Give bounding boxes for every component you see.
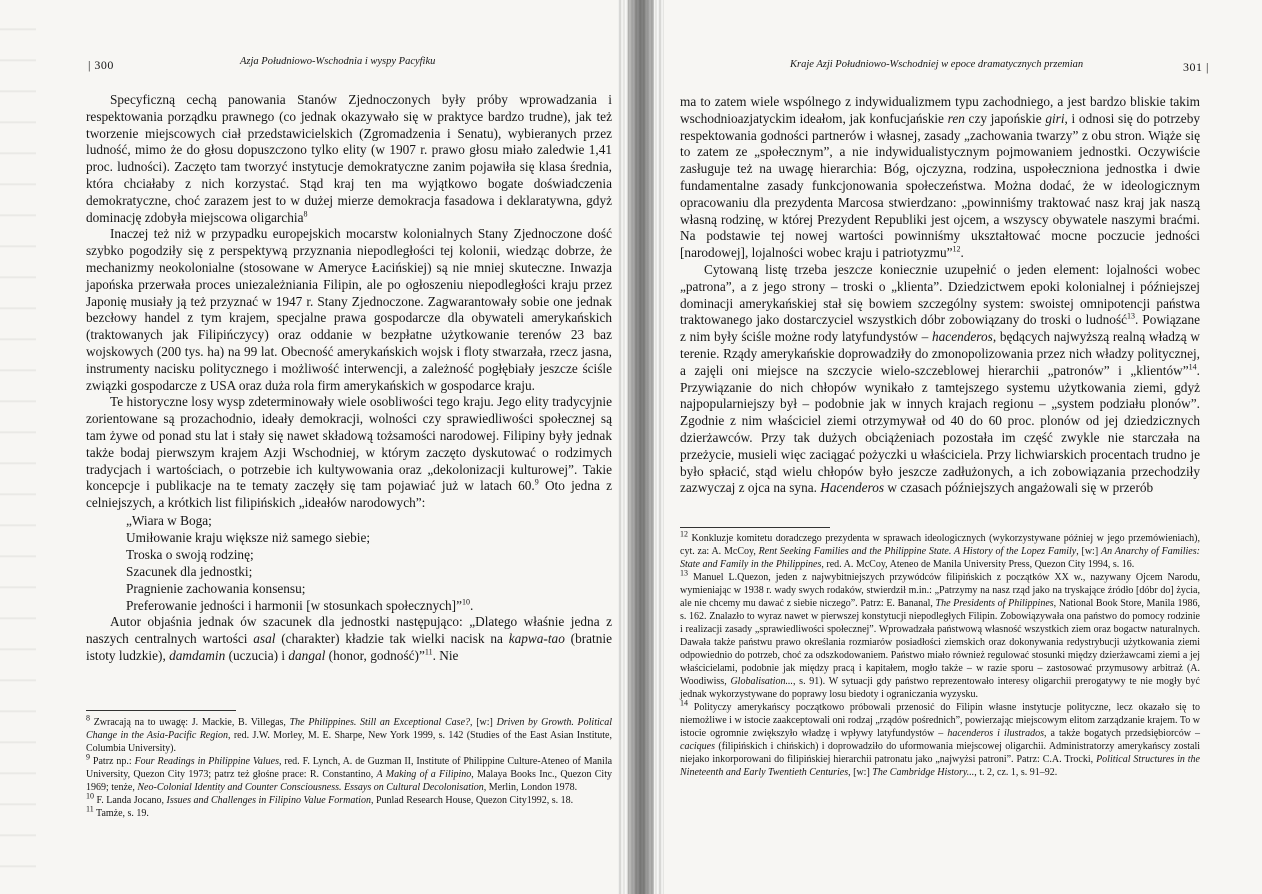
footnote-12: $^{12}$ Konkluzje komitetu doradczego prezydenta w sprawach ideologicznych (wykorzystywane później w jego przemówieniach), cyt. za: A. McCoy, Rent Seeking Families and the Philippine State. A History of the Lopez Family, [w:] An Anarchy of Families: State and Family in the Philippines, red. A. McCoy, Ateneo de Manila University Press, Quezon City 1994, s. 16. xyxy=(680,529,1201,570)
gutter-shadow xyxy=(628,0,654,894)
footnote-14: $^{14}$ Polityczy amerykańscy początkowo próbowali przenosić do Filipin własne instytucje polityczne, lecz okazało się to niemożliwe i w istocie zaakceptowali oni rodzaj „rządów pośrednich”, powierzając miejscowym elitom zarządzanie krajem. To w istocie ogromnie zwiększyło władzę i wpływy latyfundystów – hacenderos i ilustrados, a także bogatych przedsiębiorców – caciques (filipińskich i chińskich) i doprowadziło do uformowania miejscowej oligarchii. Administratorzy amerykańscy zostali niejako inkorporowani do filipińskiej hierarchii patronatu jako „najwyżsi patroni”. Patrz: C.A. Trocki, Political Structures in the Nineteenth and Early Twentieth Centuries, [w:] The Cambridge History..., t. 2, cz. 1, s. 91–92. xyxy=(680,698,1201,778)
footnote-13: $^{13}$ Manuel L.Quezon, jeden z najwybitniejszych przywódców filipińskich z początków XX w., nazywany Ojcem Narodu, wymieniając w 1938 r. wady swych rodaków, stwierdził m.in.: „Patrzymy na nasz rząd jako na tryskające źródło [dóbr do] życia, ale nie chcemy mu dawać z siebie niczego”. Patrz: E. Bananal, The Presidents of Philippines, National Book Store, Manila 1986, s. 162. Znalazło to wyraz nawet w pierwszej konstytucji niepodległych Filipin. Zobowiązywała ona państwo do pomocy rodzinie i realizacji zasady „sprawiedliwości społecznej”. Wprowadzała państwową własność wszystkich ziem oraz bogactw naturalnych. Dawała także państwu prawo określania rozmiarów posiadłości ziemskich oraz dokonywania redystrybucji użytkowania ziemi odpowiednio do potrzeb, choć za odszkodowaniem. Państwo miało również regulować stosunki między dzierżawcami ziemi a jej właścicielami, podobnie jak między pracą i kapitałem, mogło także – w razie sporu – zastosować przymusowy arbitraż (A. Woodiwiss, Globalisation..., s. 91). W sytuacji gdy państwo reprezentowało interesy oligarchii prerogatywy te nie mogły być jednak wykorzystywane do poprawy losu biedoty i ograniczania wyzysku. xyxy=(680,568,1200,700)
right-page xyxy=(655,0,1262,894)
list-item: Preferowanie jedności i harmonii [w stosunkach społecznych]”$^{10}$. xyxy=(126,597,474,613)
footnote-9: $^9$ Patrz np.: Four Readings in Philippine Values, red. F. Lynch, A. de Guzman II, Institute of Philippine Culture-Ateneo of Manila University, Quezon City 1973; patrz też głośne prace: R. Constantino, A Making of a Filipino, Malaya Books Inc., Quezon City 1969; tenże, Neo-Colonial Identity and Counter Consciousness. Essays on Cultural Decolonisation, Merlin, London 1978. xyxy=(86,752,613,793)
paragraph: ma to zatem wiele wspólnego z indywidualizmem typu zachodniego, a jest bardzo bliskie takim wschodnioazjatyckim ideałom, jak konfucjańskie ren czy japońskie giri, i odnosi się do potrzeby respektowania godności partnerów i własnej, zasady „zachowania twarzy” z obu stron. Wiąże się to zatem ze „społecznym”, a nie indywidualistycznym pojmowaniem jednostki. Oczywiście zasługuje też na uwagę hierarchia: Bóg, ojczyzna, rodzina, uspołeczniona jednostka i dwie fundamentalne zasady funkcjonowania społeczeństwa. Można dodać, że w ideologicznym opracowaniu dla prezydenta Marcosa stwierdzano: „powinniśmy traktować nasz kraj jak naszą własną rodzinę, w której Prezydent Republiki jest ojcem, a wszyscy obywatele naszymi braćmi. Na podstawie tej nowej wartości powinniśmy ukształtować mocne poczucie jedności [narodowej], lojalności wobec kraju i patriotyzmu”$^{12}$. xyxy=(680,94,1200,261)
page-number-301: 301 | xyxy=(1183,60,1209,74)
list-item: Pragnienie zachowania konsensu; xyxy=(126,580,306,596)
right-running-title xyxy=(790,58,1083,70)
footnote-8: $^8$ Zwracają na to uwagę: J. Mackie, B. Villegas, The Philippines. Still an Exceptional Case?, [w:] Driven by Growth. Political Change in the Asia-Pacific Region, red. J.W. Morley, M. E. Sharpe, New York 1999, s. 142 (Studies of the East Asian Institute, Columbia University). xyxy=(86,713,612,754)
left-running-title xyxy=(240,55,435,67)
footnote-rule xyxy=(86,710,236,711)
national-ideals-list xyxy=(86,512,612,614)
left-main-text xyxy=(86,92,612,664)
list-item: „Wiara w Boga; xyxy=(126,512,212,528)
footnote-10: $^{10}$ F. Landa Jocano, Issues and Challenges in Filipino Value Formation, Punlad Research House, Quezon City1992, s. 18. xyxy=(86,791,574,806)
footnote-rule xyxy=(680,527,830,528)
paragraph: Cytowaną listę trzeba jeszcze koniecznie uzupełnić o jeden element: lojalności wobec „patrona”, a z jego strony – troski o „klienta”. Dziedzictwem epoki kolonialnej i późniejszej dominacji amerykańskiej stał się bowiem szczególny system: swoistej omnipotencji państwa traktowanego jako dostarczyciel wszystkich dóbr zobowiązany do troski o ludność$^{13}$. Powiązane z nim były ściśle możne rody latyfundystów – hacenderos, będących najwyższą realną władzą w terenie. Rządy amerykańskie doprowadziły do zmonopolizowania przez nich władzy politycznej, a zajęli oni miejsce na szczycie wielo-szczeblowej hierarchii „patronów” i „klientów”$^{14}$. Przywiązanie do nich chłopów wynikało z tamtejszego systemu użytkowania ziemi, gdyż najpopularniejszy był – podobnie jak w innych krajach regionu – „system podziału plonów”. Zgodnie z nim właściciel ziemi otrzymywał od 40 do 60 proc. plonów od jej dziedzicznych dzierżawców. Przy tak dużych obciążeniach pozostała im część zwykle nie starczała na przeżycie, musieli więc zaciągać pożyczki u właściciela. Przy lichwiarskich procentach trudno je było spłacić, stąd wielu chłopów było jeszcze zadłużonych, a ich zobowiązania przechodziły zazwyczaj z ojca na syna. Hacenderos w czasach późniejszych angażowali się w przerób xyxy=(680,261,1200,496)
page-number-300: | 300 xyxy=(88,58,114,72)
paragraph: Specyficzną cechą panowania Stanów Zjednoczonych były próby wprowadzania i respektowania porządku prawnego (co jednak okazywało się w praktyce bardzo trudne), jak też tworzenie miejscowych ciał przedstawicielskich (Zgromadzenia i Senatu), wybieranych przez ludność, mimo że do głosu dopuszczono tylko elity (w 1907 r. prawo głosu miało zaledwie 1,41 proc. ludności). Zaczęto tam tworzyć instytucje demokratyczne zanim pojawiła się klasa średnia, która chciałaby z nich korzystać. Stąd kraj ten ma wyjątkowo bogate doświadczenia demokratyczne, choć zarazem jest to w dużej mierze demokracja fasadowa i deklaratywna, gdyż dominację zdobyła miejscowa oligarchia$^8$ xyxy=(86,92,612,225)
footnote-11: $^{11}$ Tamże, s. 19. xyxy=(86,804,149,819)
right-main-text xyxy=(680,94,1200,497)
paragraph: Te historyczne losy wysp zdeterminowały wiele osobliwości tego kraju. Jego elity tradycyjnie zorientowane są prozachodnio, ideały demokracji, wolności czy sprawiedliwości społecznej są tam żywe od ponad stu lat i stały się nawet składową tożsamości narodowej. Filipiny były jednak także bodaj pierwszym krajem Azji Wschodniej, w którym zaczęto dyskutować o rodzimych tradycjach i wartościach, o potrzebie ich kultywowania oraz „dekolonizacji kulturowej”. Takie koncepcje i publikacje na te tematy zaczęły się tam pojawiać już w latach 60.$^9$ Oto jedna z celniejszych, a krótkich list filipińskich „ideałów narodowych”: xyxy=(86,394,612,511)
paragraph: Autor objaśnia jednak ów szacunek dla jednostki następująco: „Dlatego właśnie jedna z naszych centralnych wartości asal (charakter) kładzie tak wielki nacisk na kapwa-tao (bratnie istoty ludzkie), damdamin (uczucia) i dangal (honor, godność)”$^{11}$. Nie xyxy=(86,613,612,663)
list-item: Umiłowanie kraju większe niż samego siebie; xyxy=(126,529,371,545)
left-page xyxy=(0,0,625,894)
right-footnotes xyxy=(680,529,1201,779)
paragraph: Inaczej też niż w przypadku europejskich mocarstw kolonialnych Stany Zjednoczone dość szybko pogodziły się z perspektywą przyznania niepodległości tej kolonii, wiedząc dobrze, że mechanizmy neokolonialne (stosowane w Ameryce Łacińskiej) są nie mniej skuteczne. Inwazja japońska przerwała proces uniezależniania Filipin, ale po ogłoszeniu niepodległości kraju przez Japonię musiały ją też przyznać w 1947 r. Stany Zjednoczone. Zagwarantowały sobie one jednak bezcłowy handel z tym krajem, specjalne prawa gospodarcze dla obywateli amerykańskich (traktowanych jak Filipińczycy) oraz oddanie w bezpłatne użytkowanie terenów 23 baz wojskowych (200 tys. ha) na 99 lat. Obecność amerykańskich wojsk i floty stwarzała, rzecz jasna, instrumenty nacisku politycznego i możliwość interwencji, a zależność pogłębiały jeszcze ściśle związki gospodarcze z USA oraz duża rola firm amerykańskich w gospodarce kraju. xyxy=(86,226,612,393)
running-title-left: Azja Południowo-Wschodnia i wyspy Pacyfiku xyxy=(240,56,436,67)
list-item: Szacunek dla jednostki; xyxy=(126,563,253,579)
running-title-right: Kraje Azji Południowo-Wschodniej w epoce dramatycznych przemian xyxy=(790,59,1084,70)
left-footnotes xyxy=(86,713,613,820)
left-page-number xyxy=(88,58,114,73)
right-page-number xyxy=(1183,60,1209,75)
list-item: Troska o swoją rodzinę; xyxy=(126,546,254,562)
